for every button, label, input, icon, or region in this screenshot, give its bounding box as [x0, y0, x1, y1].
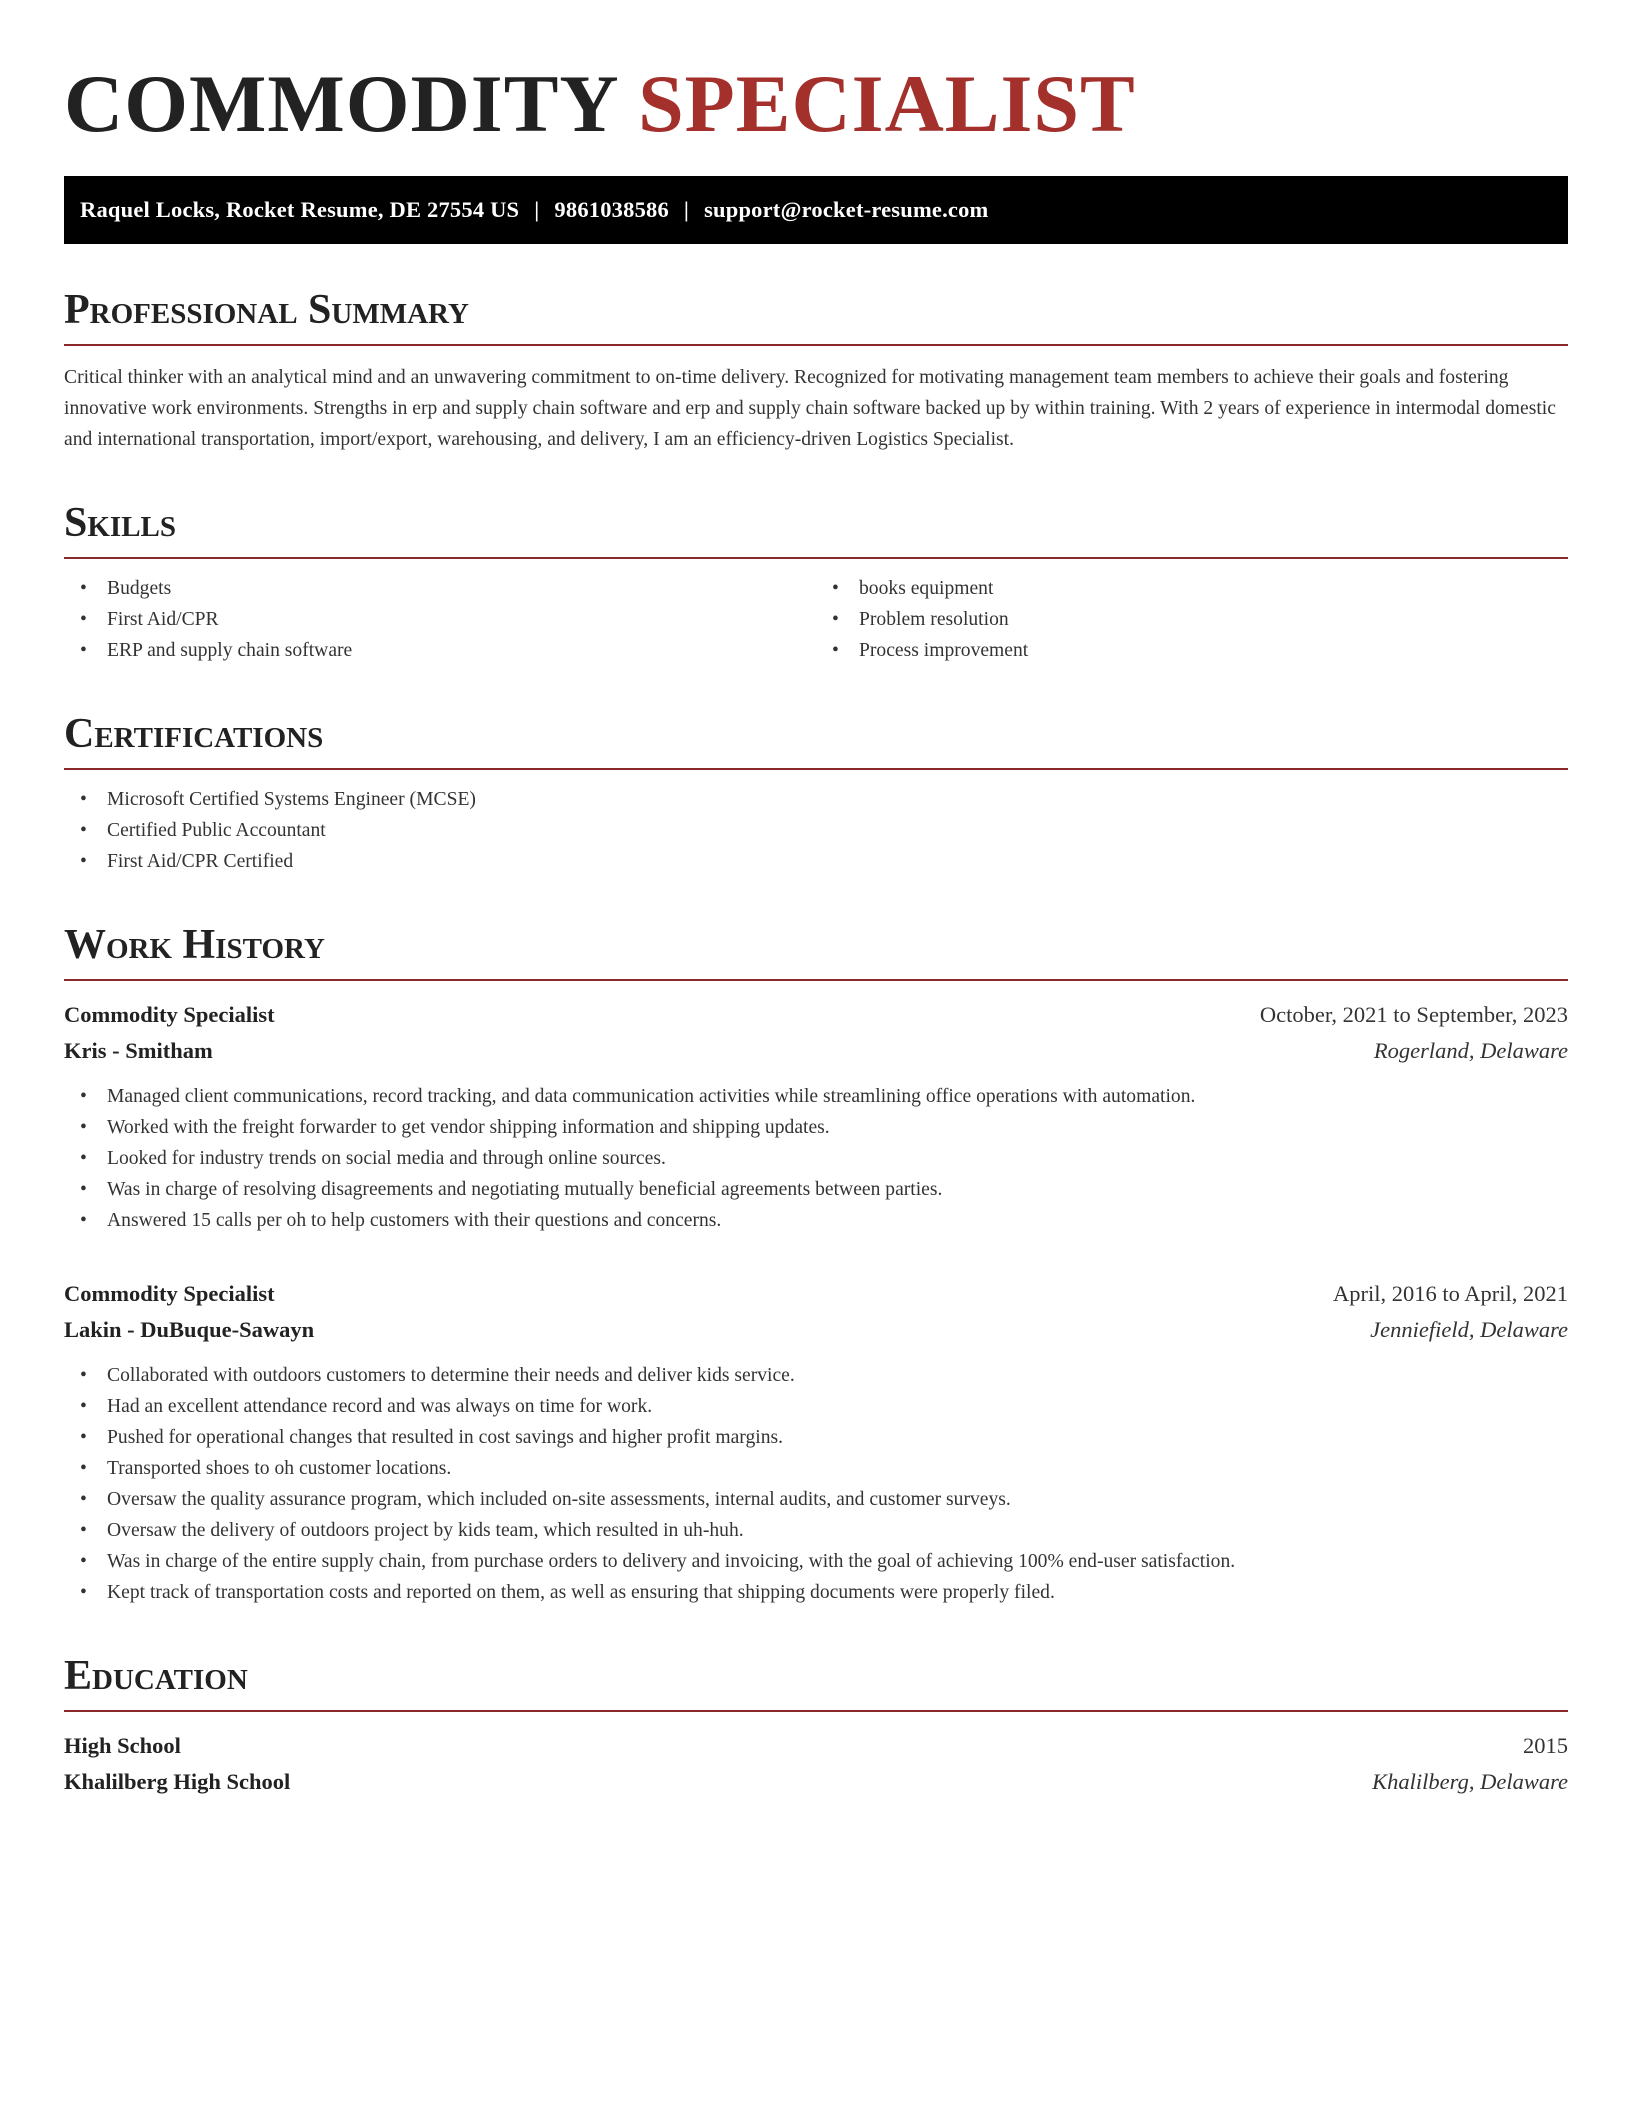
- job-duties-list: [64, 1360, 1568, 1608]
- education-heading: Education: [64, 1652, 1568, 1712]
- resume-title: [64, 56, 1568, 152]
- certifications-list: [64, 784, 1568, 877]
- work-history-heading: Work History: [64, 921, 1568, 981]
- job-duty-item: • Had an excellent attendance record and was always on time for work.: [64, 1391, 1568, 1422]
- job-location: Jenniefield, Delaware: [1370, 1317, 1568, 1342]
- job-duties-list: [64, 1081, 1568, 1236]
- education-location: Khalilberg, Delaware: [1372, 1769, 1568, 1794]
- job-duty-item: • Was in charge of resolving disagreements and negotiating mutually beneficial agreements between parties.: [64, 1174, 1568, 1205]
- job-entry: [64, 1276, 1568, 1608]
- job-title-row: [64, 997, 1568, 1033]
- skill-item: • First Aid/CPR: [64, 604, 816, 635]
- skill-item: • Problem resolution: [816, 604, 1568, 635]
- job-duty-item: • Worked with the freight forwarder to get vendor shipping information and shipping updates.: [64, 1112, 1568, 1143]
- job-duty-item: • Oversaw the delivery of outdoors project by kids team, which resulted in uh-huh.: [64, 1515, 1568, 1546]
- skills-grid: [64, 573, 1568, 666]
- education-degree: High School: [64, 1733, 181, 1758]
- summary-text: Critical thinker with an analytical mind and an unwavering commitment to on-time delivery. Recognized for motivating management team members to achieve their goals and fostering innovative work environments. Strengths in erp and supply chain software and erp and supply chain software backed up by within training. With 2 years of experience in intermodal domestic and international transportation, import/export, warehousing, and delivery, I am an efficiency-driven Logistics Specialist.: [64, 367, 1556, 450]
- job-duty-item: • Transported shoes to oh customer locations.: [64, 1453, 1568, 1484]
- skill-item: • books equipment: [816, 573, 1568, 604]
- job-dates: April, 2016 to April, 2021: [1333, 1281, 1568, 1306]
- job-duty-item: • Managed client communications, record tracking, and data communication activities while streamlining office operations with automation.: [64, 1081, 1568, 1112]
- job-location: Rogerland, Delaware: [1373, 1038, 1568, 1063]
- job-duty-item: • Looked for industry trends on social media and through online sources.: [64, 1143, 1568, 1174]
- contact-separator: |: [683, 197, 690, 222]
- contact-separator: |: [534, 197, 540, 222]
- job-duty-item: • Answered 15 calls per oh to help customers with their questions and concerns.: [64, 1205, 1568, 1236]
- certification-item: • Certified Public Accountant: [64, 815, 1568, 846]
- contact-bar: [64, 176, 1568, 244]
- title-word-1: COMMODITY: [64, 58, 617, 149]
- job-dates: October, 2021 to September, 2023: [1259, 1002, 1568, 1027]
- job-title: Commodity Specialist: [64, 1281, 275, 1306]
- education-entry: [64, 1728, 1568, 1800]
- contact-phone: 9861038586: [554, 197, 669, 222]
- contact-email: support@rocket-resume.com: [704, 197, 989, 222]
- title-word-2: SPECIALIST: [638, 58, 1136, 149]
- job-duty-item: • Kept track of transportation costs and reported on them, as well as ensuring that shipping documents were properly filed.: [64, 1577, 1568, 1608]
- summary-heading: Professional Summary: [64, 286, 1568, 346]
- skills-list-left: [64, 573, 816, 666]
- skill-item: • ERP and supply chain software: [64, 635, 816, 666]
- job-company-row: [64, 1033, 1568, 1069]
- job-duty-item: • Oversaw the quality assurance program, which included on-site assessments, internal audits, and customer surveys.: [64, 1484, 1568, 1515]
- skill-item: • Process improvement: [816, 635, 1568, 666]
- skills-column-right: [816, 573, 1568, 666]
- skills-heading: Skills: [64, 499, 1568, 559]
- job-title-row: [64, 1276, 1568, 1312]
- education-year: 2015: [1523, 1733, 1568, 1758]
- certification-item: • First Aid/CPR Certified: [64, 846, 1568, 877]
- job-title: Commodity Specialist: [64, 1002, 275, 1027]
- job-duty-item: • Was in charge of the entire supply chain, from purchase orders to delivery and invoicing, with the goal of achieving 100% end-user satisfaction.: [64, 1546, 1568, 1577]
- education-school-row: [64, 1764, 1568, 1800]
- education-school: Khalilberg High School: [64, 1769, 291, 1794]
- skills-column-left: [64, 573, 816, 666]
- skills-list-right: [816, 573, 1568, 666]
- job-duty-item: • Collaborated with outdoors customers to determine their needs and deliver kids service.: [64, 1360, 1568, 1391]
- skill-item: • Budgets: [64, 573, 816, 604]
- education-degree-row: [64, 1728, 1568, 1764]
- certifications-heading: Certifications: [64, 710, 1568, 770]
- job-company: Kris - Smitham: [64, 1038, 213, 1063]
- contact-address: Raquel Locks, Rocket Resume, DE 27554 US: [80, 197, 520, 222]
- certification-item: • Microsoft Certified Systems Engineer (MCSE): [64, 784, 1568, 815]
- job-entry: [64, 997, 1568, 1236]
- job-duty-item: • Pushed for operational changes that resulted in cost savings and higher profit margins.: [64, 1422, 1568, 1453]
- job-company: Lakin - DuBuque-Sawayn: [64, 1317, 315, 1342]
- job-company-row: [64, 1312, 1568, 1348]
